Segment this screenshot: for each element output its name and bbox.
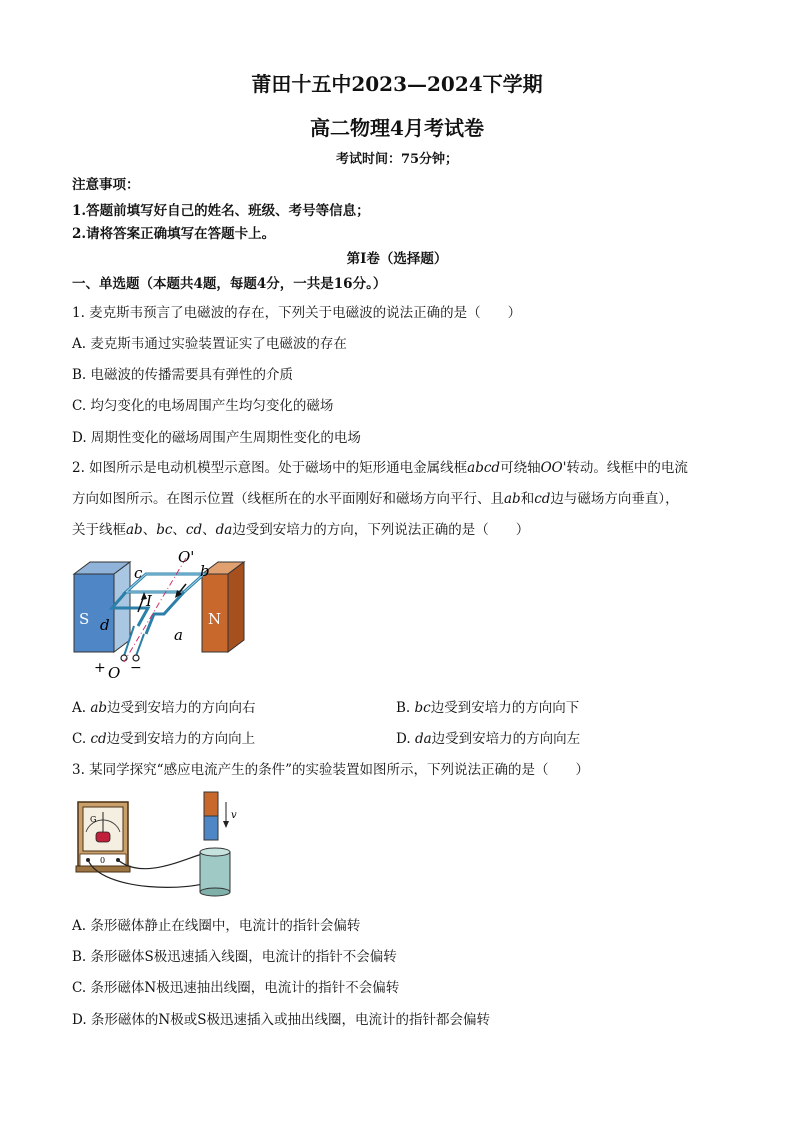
q3-option-d: D. 条形磁体的N极或S极迅速插入或抽出线圈，电流计的指针都会偏转 <box>72 1012 490 1028</box>
n-pole-label: N <box>208 610 222 628</box>
exam-title-subject: 高二物理4月考试卷 <box>310 116 484 140</box>
s-pole-label: S <box>79 610 90 628</box>
q2-option-a: A. ab边受到安培力的方向向右 <box>72 700 256 716</box>
edge-label-a: a <box>174 626 183 644</box>
notes-item-2: 2.请将答案正确填写在答题卡上。 <box>72 226 276 242</box>
edge-label-c: c <box>134 564 143 582</box>
q2-option-b: B. bc边受到安培力的方向向下 <box>396 700 580 716</box>
notes-heading: 注意事项： <box>72 177 140 193</box>
q1-option-d: D. 周期性变化的磁场周围产生周期性变化的电场 <box>72 430 361 446</box>
edge-label-b: b <box>200 562 210 580</box>
q1-option-c: C. 均匀变化的电场周围产生均匀变化的磁场 <box>72 398 334 414</box>
q1-option-a: A. 麦克斯韦通过实验装置证实了电磁波的存在 <box>72 336 347 352</box>
q1-stem: 1. 麦克斯韦预言了电磁波的存在，下列关于电磁波的说法正确的是（ ） <box>72 305 522 321</box>
axis-label-o: O <box>108 664 121 680</box>
galvanometer-zero-label: 0 <box>100 856 106 865</box>
q2-option-c: C. cd边受到安培力的方向向上 <box>72 731 256 747</box>
motor-model-figure <box>68 544 248 680</box>
galvanometer-label-g: G <box>90 815 97 824</box>
q3-option-b: B. 条形磁体S极迅速插入线圈，电流计的指针不会偏转 <box>72 949 397 965</box>
q2-stem-line-1: 2. 如图所示是电动机模型示意图。处于磁场中的矩形通电金属线框abcd可绕轴OO'转动。线框中的电流 <box>72 460 688 476</box>
velocity-label-v: v <box>231 810 237 821</box>
q2-stem-line-2: 方向如图所示。在图示位置（线框所在的水平面刚好和磁场方向平行、且ab和cd边与磁场方向垂直）， <box>72 491 679 507</box>
q2-option-d: D. da边受到安培力的方向向左 <box>396 731 581 747</box>
exam-time: 考试时间：75分钟； <box>335 152 459 167</box>
induction-experiment-figure <box>72 788 244 900</box>
edge-label-d: d <box>100 616 110 634</box>
notes-item-1: 1.答题前填写好自己的姓名、班级、考号等信息； <box>72 203 370 219</box>
part-heading: 一、单选题（本题共4题，每题4分，一共是16分。） <box>72 276 387 292</box>
current-label-i: I <box>146 592 152 610</box>
exam-title-school: 莆田十五中2023—2024下学期 <box>251 72 543 96</box>
q2-stem-line-3: 关于线框ab、bc、cd、da边受到安培力的方向，下列说法正确的是（ ） <box>72 522 530 538</box>
q3-option-c: C. 条形磁体N极迅速抽出线圈，电流计的指针不会偏转 <box>72 980 400 996</box>
terminal-plus: + <box>94 660 106 676</box>
q1-option-b: B. 电磁波的传播需要具有弹性的介质 <box>72 367 294 383</box>
q3-stem: 3. 某同学探究“感应电流产生的条件”的实验装置如图所示，下列说法正确的是（ ） <box>72 762 589 778</box>
axis-label-o-prime: O' <box>178 548 195 566</box>
volume-heading: 第I卷（选择题） <box>346 251 448 267</box>
q3-option-a: A. 条形磁体静止在线圈中，电流计的指针会偏转 <box>72 918 361 934</box>
terminal-minus: − <box>130 660 142 676</box>
